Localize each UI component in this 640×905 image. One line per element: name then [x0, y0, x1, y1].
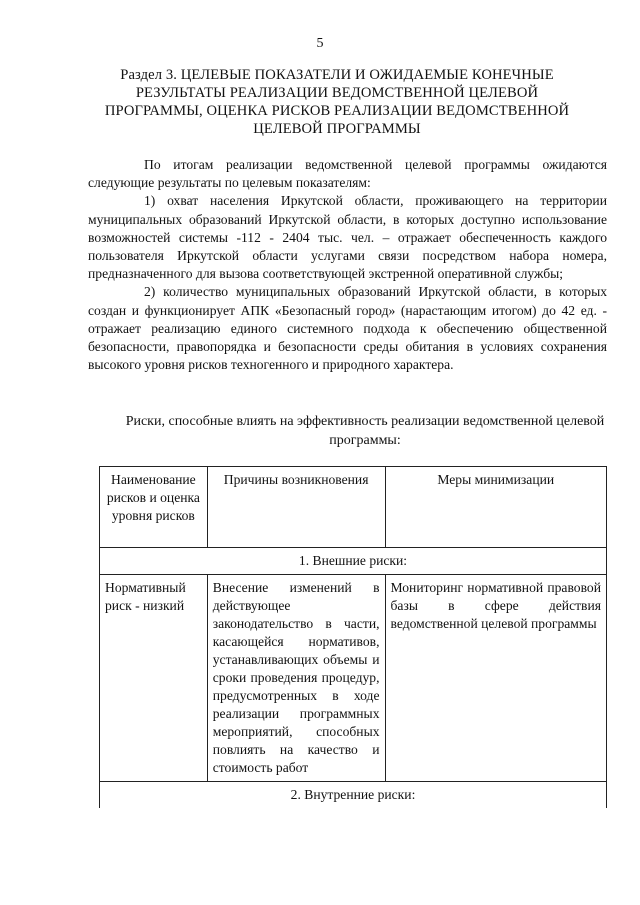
page-number: 5 — [316, 36, 324, 51]
body-text — [88, 156, 607, 374]
group-row-internal — [100, 782, 607, 809]
intro-paragraph: По итогам реализации ведомственной целевой программы ожидаются следующие результаты по целевым показателям: — [88, 157, 607, 191]
group-label-external: 1. Внешние риски: — [100, 548, 607, 575]
risk-name-cell: Нормативный риск - низкий — [100, 575, 208, 782]
group-label-internal: 2. Внутренние риски: — [100, 782, 607, 809]
table-header-row — [100, 467, 607, 548]
group-row-external — [100, 548, 607, 575]
table-row — [100, 575, 607, 782]
risk-measures-cell: Мониторинг нормативной правовой базы в сфере действия ведомственной целевой программы — [385, 575, 607, 782]
risks-table — [99, 466, 607, 808]
result-item-2: 2) количество муниципальных образований Иркутской области, в которых создан и функционирует АПК «Безопасный город» (нарастающим итогом) до 42 ед. - отражает реализацию единого системного подхода к обеспечению общественной безопасности, правопорядка и безопасности среды обитания в условиях сохранения высокого уровня рисков техногенного и природного характера. — [88, 284, 607, 373]
risks-heading: Риски, способные влиять на эффективность реализации ведомственной целевой программы: — [125, 414, 605, 448]
header-risk-name: Наименование рисков и оценка уровня рисков — [100, 467, 208, 548]
header-causes: Причины возникновения — [207, 467, 385, 548]
result-item-1: 1) охват населения Иркутской области, проживающего на территории муниципальных образований Иркутской области, в которых доступно использование возможностей системы -112 - 2404 тыс. чел. – отражает обеспеченность каждого пользователя Иркутской области услугами связи посредством набора номера, предназначенного для вызова соответствующей экстренной оперативной службы; — [88, 193, 607, 282]
risk-causes-cell: Внесение изменений в действующее законодательство в части, касающейся нормативов, устанавливающих объемы и сроки проведения процедур, предусмотренных в ходе реализации программных мероприятий, способных повлиять на качество и стоимость работ — [207, 575, 385, 782]
header-measures: Меры минимизации — [385, 467, 607, 548]
section-title: Раздел 3. ЦЕЛЕВЫЕ ПОКАЗАТЕЛИ И ОЖИДАЕМЫЕ КОНЕЧНЫЕ РЕЗУЛЬТАТЫ РЕАЛИЗАЦИИ ВЕДОМСТВЕННОЙ ЦЕЛЕВОЙ ПРОГРАММЫ, ОЦЕНКА РИСКОВ РЕАЛИЗАЦИИ ВЕДОМСТВЕННОЙ ЦЕЛЕВОЙ ПРОГРАММЫ — [104, 67, 570, 137]
